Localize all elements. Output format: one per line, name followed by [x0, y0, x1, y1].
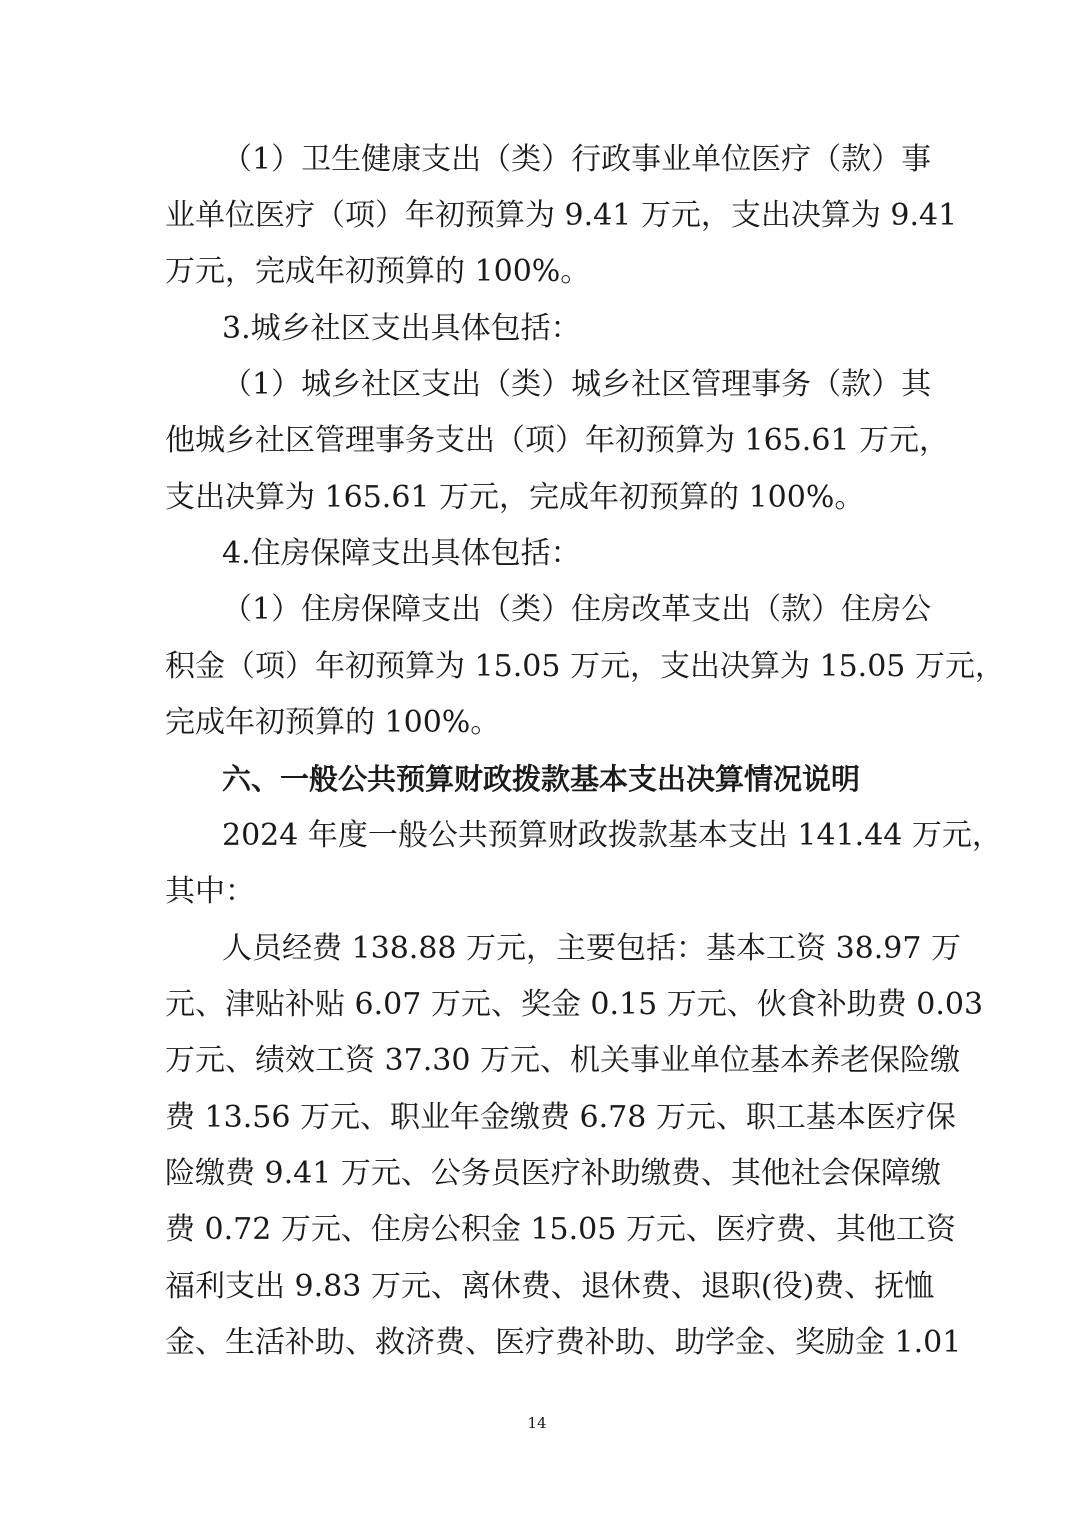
paragraph-personnel-line-5: 险缴费 9.41 万元、公务员医疗补助缴费、其他社会保障缴: [165, 1156, 941, 1191]
paragraph-personnel-line-6: 费 0.72 万元、住房公积金 15.05 万元、医疗费、其他工资: [165, 1212, 956, 1247]
paragraph-health-line-1: （1）卫生健康支出（类）行政事业单位医疗（款）事: [222, 142, 932, 177]
subheading-housing: 4.住房保障支出具体包括：: [222, 536, 581, 571]
paragraph-personnel-line-1: 人员经费 138.88 万元，主要包括：基本工资 38.97 万: [222, 931, 961, 966]
section-heading-six: 六、一般公共预算财政拨款基本支出决算情况说明: [222, 762, 861, 796]
paragraph-health-line-2: 业单位医疗（项）年初预算为 9.41 万元，支出决算为 9.41: [165, 198, 958, 233]
paragraph-health-line-3: 万元，完成年初预算的 100%。: [165, 254, 591, 289]
paragraph-urban-line-2: 他城乡社区管理事务支出（项）年初预算为 165.61 万元，: [165, 423, 950, 458]
paragraph-personnel-line-4: 费 13.56 万元、职业年金缴费 6.78 万元、职工基本医疗保: [165, 1100, 956, 1135]
page-number: 14: [527, 1414, 547, 1432]
paragraph-personnel-line-8: 金、生活补助、救济费、医疗费补助、助学金、奖励金 1.01: [165, 1325, 962, 1360]
paragraph-urban-line-3: 支出决算为 165.61 万元，完成年初预算的 100%。: [165, 480, 865, 515]
paragraph-housing-line-1: （1）住房保障支出（类）住房改革支出（款）住房公: [222, 592, 932, 627]
paragraph-housing-line-3: 完成年初预算的 100%。: [165, 705, 501, 740]
paragraph-basic-expense-line-2: 其中：: [165, 874, 255, 909]
paragraph-housing-line-2: 积金（项）年初预算为 15.05 万元，支出决算为 15.05 万元，: [165, 649, 1005, 684]
paragraph-personnel-line-3: 万元、绩效工资 37.30 万元、机关事业单位基本养老保险缴: [165, 1043, 960, 1078]
paragraph-personnel-line-7: 福利支出 9.83 万元、离休费、退休费、退职(役)费、抚恤: [165, 1269, 935, 1304]
subheading-urban-rural: 3.城乡社区支出具体包括：: [222, 311, 581, 346]
paragraph-personnel-line-2: 元、津贴补贴 6.07 万元、奖金 0.15 万元、伙食补助费 0.03: [165, 987, 984, 1022]
paragraph-urban-line-1: （1）城乡社区支出（类）城乡社区管理事务（款）其: [222, 367, 932, 402]
paragraph-basic-expense-line-1: 2024 年度一般公共预算财政拨款基本支出 141.44 万元，: [222, 818, 1002, 853]
